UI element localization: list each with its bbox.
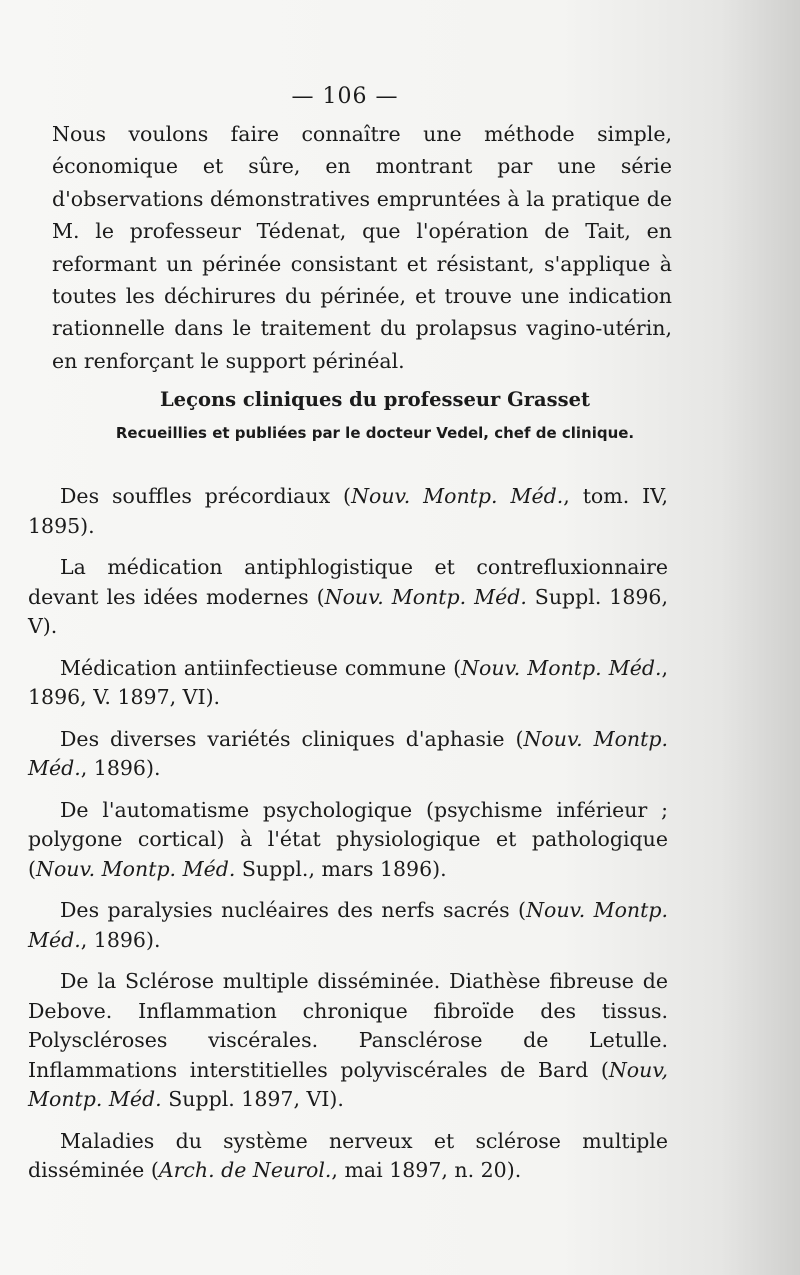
reference-source: Nouv. Montp. Méd. [351, 484, 564, 508]
reference-details: Suppl. 1897, VI). [161, 1087, 344, 1111]
reference-text: Des souffles précordiaux ( [60, 484, 352, 508]
reference-source: Nouv, Montp. Méd. [28, 1057, 668, 1111]
reference-details: , 1896). [80, 756, 161, 780]
reference-source: Arch. de Neurol. [158, 1158, 332, 1182]
reference-text: Médication antiinfectieuse commune ( [60, 655, 462, 680]
reference-text: Des paralysies nucléaires des nerfs sacrés ( [60, 898, 527, 922]
reference-item [28, 1127, 668, 1186]
intro-paragraph [52, 118, 672, 377]
reference-item [28, 896, 668, 955]
reference-item [28, 654, 668, 713]
reference-list [28, 482, 668, 1198]
reference-details: , 1896, V. 1897, VI). [28, 655, 669, 709]
reference-details: Suppl., mars 1896). [235, 856, 447, 881]
reference-text: De l'automatisme psychologique (psychisme inférieur ; polygone cortical) à l'état physiologique et pathologique ( [28, 797, 668, 881]
reference-text: De la Sclérose multiple disséminée. Diathèse fibreuse de Debove. Inflammation chronique fibroïde des tissus. Polyscléroses viscérales. Pansclérose de Letulle. Inflammations interstitielles polyviscérales de Bard ( [28, 969, 668, 1082]
reference-source: Nouv. Montp. Méd. [461, 655, 662, 680]
reference-details: Suppl. 1896, V). [28, 584, 668, 638]
section-title: Leçons cliniques du professeur Grasset [159, 388, 591, 411]
reference-item [28, 725, 668, 784]
reference-item [28, 967, 668, 1115]
reference-source: Nouv. Montp. Méd. [36, 856, 236, 881]
reference-item [28, 553, 668, 642]
reference-source: Nouv. Montp. Méd. [28, 726, 669, 780]
reference-details: , 1896). [80, 927, 161, 952]
reference-item [28, 482, 668, 541]
reference-text: Maladies du système nerveux et sclérose multiple disséminée ( [28, 1128, 668, 1182]
section-subtitle: Recueillies et publiées par le docteur Vedel, chef de clinique. [115, 424, 635, 442]
page-number: — 106 — [291, 84, 399, 109]
intro-text: Nous voulons faire connaître une méthode simple, économique et sûre, en montrant par une série d'observations démonstratives empruntées à la pratique de M. le professeur Tédenat, que l'opération de Tait, en reformant un périnée consistant et résistant, s'applique à toutes les déchirures du périnée, et trouve une indication rationnelle dans le traitement du prolapsus vagino-utérin, en renforçant le support périnéal. [52, 122, 672, 373]
reference-details: , mai 1897, n. 20). [331, 1158, 522, 1182]
reference-source: Nouv. Montp. Méd. [324, 584, 527, 609]
reference-text: Des diverses variétés cliniques d'aphasie ( [60, 726, 524, 751]
reference-item [28, 796, 668, 885]
reference-source: Nouv. Montp. Méd. [28, 898, 668, 952]
reference-text: La médication antiphlogistique et contrefluxionnaire devant les idées modernes ( [28, 555, 668, 609]
reference-details: , tom. IV, 1895). [28, 484, 668, 538]
